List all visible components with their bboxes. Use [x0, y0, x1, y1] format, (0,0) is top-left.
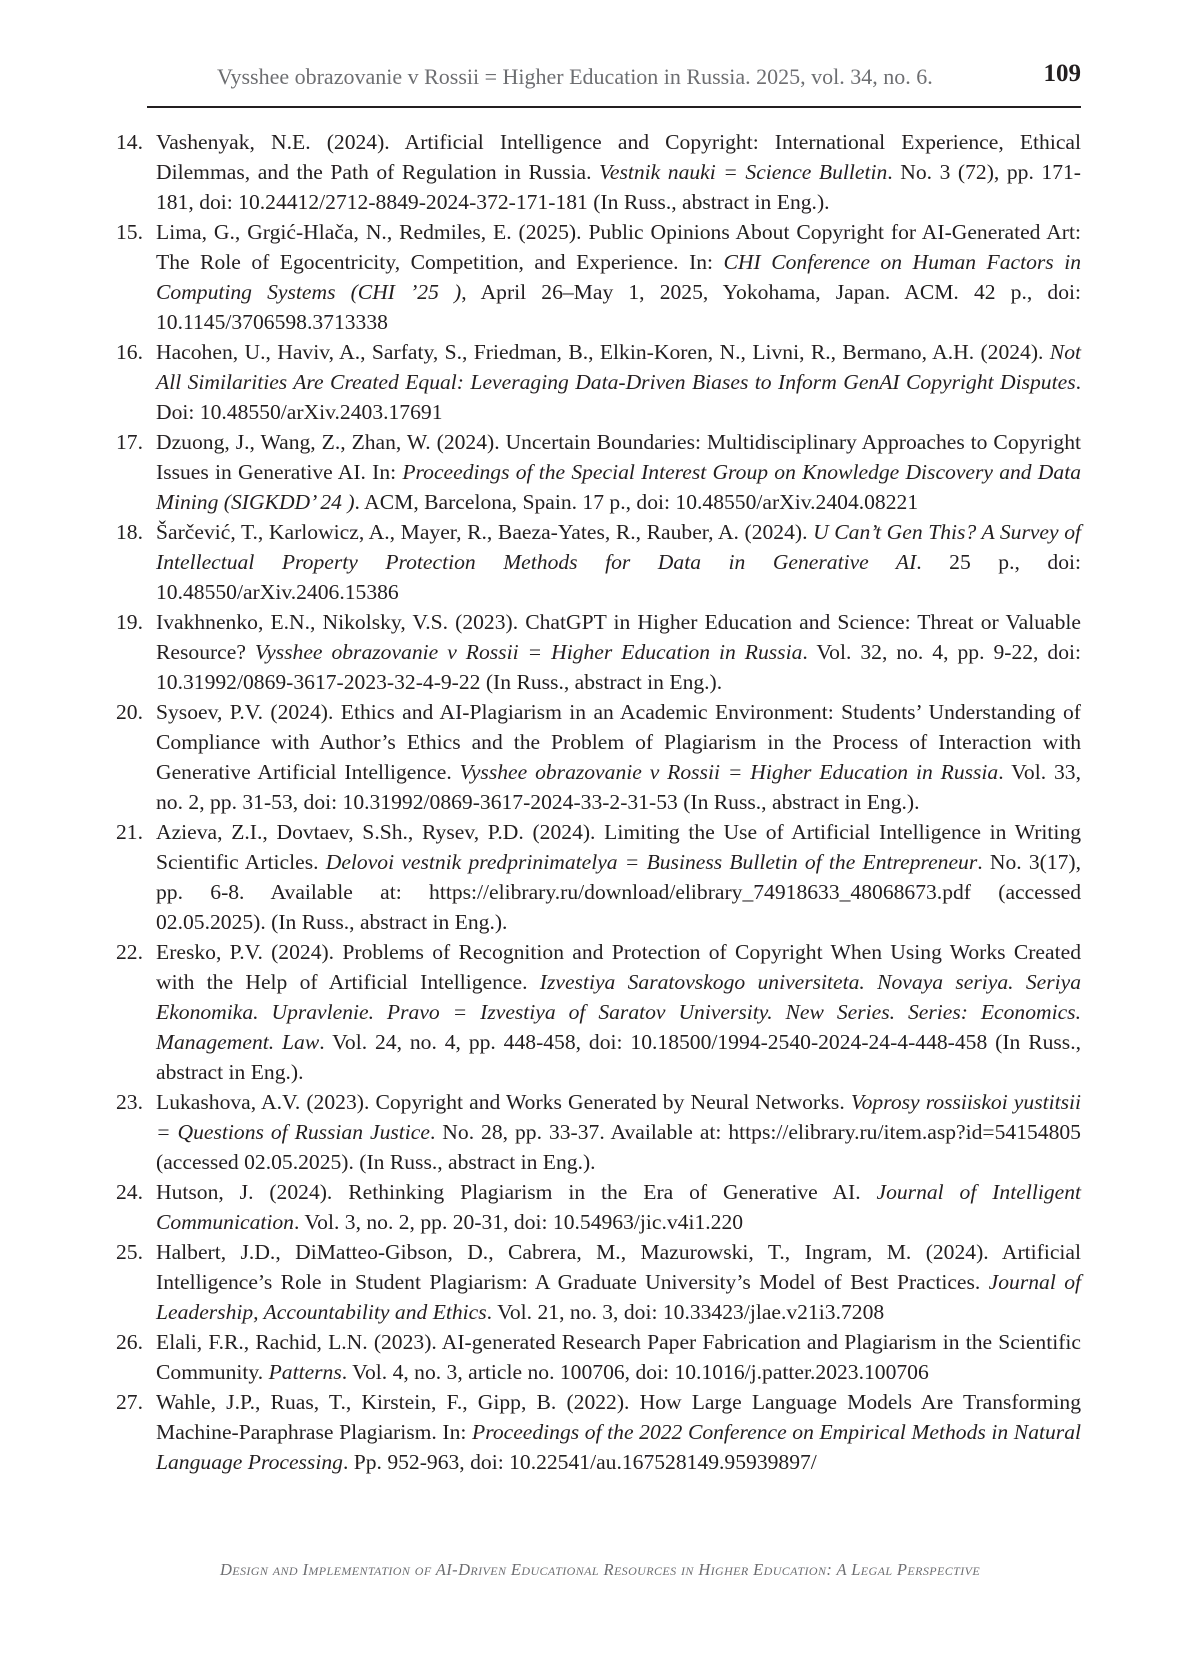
reference-item: [116, 427, 1081, 517]
reference-item: [116, 697, 1081, 817]
reference-source-title: Izvestiya Saratovskogo universiteta. Novaya seriya. Seriya Ekonomika. Upravlenie. Pravo = Izvestiya of Saratov University. New Series. Series: Economics. Management. Law: [156, 970, 1081, 1054]
reference-source-title: Journal of Intelligent Communication: [156, 1180, 1081, 1234]
reference-text: Azieva, Z.I., Dovtaev, S.Sh., Rysev, P.D. (2024). Limiting the Use of Artificial Intelligence in Writing Scientific Articles.: [156, 820, 1081, 874]
reference-item: [116, 127, 1081, 217]
reference-item: [116, 937, 1081, 1087]
reference-number: 22.: [116, 940, 143, 964]
reference-item: [116, 1087, 1081, 1177]
reference-number: 25.: [116, 1240, 143, 1264]
reference-item: [116, 517, 1081, 607]
reference-text: . Vol. 33, no. 2, pp. 31-53, doi: 10.31992/0869-3617-2024-33-2-31-53 (In Russ., abstract in Eng.).: [156, 760, 1081, 814]
reference-text: Sysoev, P.V. (2024). Ethics and AI-Plagiarism in an Academic Environment: Students’ Understanding of Compliance with Author’s Ethics and the Problem of Plagiarism in the Process of Interaction with Generative Artificial Intelligence.: [156, 700, 1081, 784]
reference-list: [116, 127, 1081, 1477]
reference-text: . Vol. 21, no. 3, doi: 10.33423/jlae.v21i3.7208: [486, 1300, 885, 1324]
reference-item: [116, 817, 1081, 937]
reference-text: . Pp. 952-963, doi: 10.22541/au.167528149.95939897/: [342, 1450, 817, 1474]
reference-number: 20.: [116, 700, 143, 724]
reference-number: 26.: [116, 1330, 143, 1354]
reference-source-title: Not All Similarities Are Created Equal: Leveraging Data-Driven Biases to Inform GenAI Copyright Disputes: [156, 340, 1081, 394]
reference-text: , April 26–May 1, 2025, Yokohama, Japan. ACM. 42 p., doi: 10.1145/3706598.3713338: [156, 280, 1082, 334]
reference-source-title: U Can’t Gen This? A Survey of Intellectual Property Protection Methods for Data in Generative AI: [156, 520, 1081, 574]
reference-item: [116, 607, 1081, 697]
page-number: 109: [1043, 60, 1081, 87]
reference-text: Hacohen, U., Haviv, A., Sarfaty, S., Friedman, B., Elkin-Koren, N., Livni, R., Bermano, A.H. (2024).: [156, 340, 1050, 364]
reference-source-title: Vysshee obrazovanie v Rossii = Higher Education in Russia: [459, 760, 999, 784]
reference-source-title: Proceedings of the 2022 Conference on Empirical Methods in Natural Language Processing: [156, 1420, 1081, 1474]
reference-number: 19.: [116, 610, 143, 634]
reference-text: . Vol. 24, no. 4, pp. 448-458, doi: 10.18500/1994-2540-2024-24-4-448-458 (In Russ., abstract in Eng.).: [156, 1030, 1081, 1084]
reference-text: . No. 3(17), pp. 6-8. Available at: https://elibrary.ru/download/elibrary_74918633_48068673.pdf (accessed 02.05.2025). (In Russ., abstract in Eng.).: [156, 850, 1082, 934]
reference-item: [116, 1387, 1081, 1477]
reference-text: Halbert, J.D., DiMatteo-Gibson, D., Cabrera, M., Mazurowski, T., Ingram, M. (2024). Artificial Intelligence’s Role in Student Plagiarism: A Graduate University’s Model of Best Practices.: [156, 1240, 1081, 1294]
reference-text: Dzuong, J., Wang, Z., Zhan, W. (2024). Uncertain Boundaries: Multidisciplinary Approaches to Copyright Issues in Generative AI. In:: [156, 430, 1081, 484]
reference-text: . Doi: 10.48550/arXiv.2403.17691: [156, 370, 1081, 424]
reference-number: 15.: [116, 220, 143, 244]
reference-text: . No. 3 (72), pp. 171-181, doi: 10.24412/2712-8849-2024-372-171-181 (In Russ., abstract in Eng.).: [156, 160, 1081, 214]
reference-number: 23.: [116, 1090, 143, 1114]
reference-number: 24.: [116, 1180, 143, 1204]
reference-number: 18.: [116, 520, 143, 544]
reference-source-title: Voprosy rossiiskoi yustitsii = Questions of Russian Justice: [156, 1090, 1081, 1144]
reference-number: 27.: [116, 1390, 143, 1414]
reference-text: Eresko, P.V. (2024). Problems of Recognition and Protection of Copyright When Using Works Created with the Help of Artificial Intelligence.: [156, 940, 1081, 994]
reference-source-title: CHI Conference on Human Factors in Computing Systems (CHI ’25 ): [156, 250, 1081, 304]
reference-source-title: Patterns: [268, 1360, 342, 1384]
reference-number: 17.: [116, 430, 143, 454]
reference-text: Ivakhnenko, E.N., Nikolsky, V.S. (2023). ChatGPT in Higher Education and Science: Threat or Valuable Resource?: [156, 610, 1081, 664]
reference-source-title: Proceedings of the Special Interest Group on Knowledge Discovery and Data Mining (SIGKDD’ 24 ): [156, 460, 1081, 514]
reference-text: . Vol. 3, no. 2, pp. 20-31, doi: 10.54963/jic.v4i1.220: [293, 1210, 744, 1234]
reference-text: Wahle, J.P., Ruas, T., Kirstein, F., Gipp, B. (2022). How Large Language Models Are Transforming Machine-Paraphrase Plagiarism. In:: [156, 1390, 1081, 1444]
reference-number: 14.: [116, 130, 143, 154]
reference-item: [116, 1237, 1081, 1327]
reference-item: [116, 1177, 1081, 1237]
reference-number: 21.: [116, 820, 143, 844]
running-footer-title: Design and Implementation of AI-Driven Educational Resources in Higher Education: A Legal Perspective: [219, 1560, 981, 1579]
reference-text: Šarčević, T., Karlowicz, A., Mayer, R., Baeza-Yates, R., Rauber, A. (2024).: [156, 520, 814, 544]
reference-text: Elali, F.R., Rachid, L.N. (2023). AI-generated Research Paper Fabrication and Plagiarism in the Scientific Community.: [156, 1330, 1081, 1384]
reference-source-title: Journal of Leadership, Accountability and Ethics: [156, 1270, 1081, 1324]
reference-text: . 25 p., doi: 10.48550/arXiv.2406.15386: [156, 550, 1082, 604]
reference-source-title: Delovoi vestnik predprinimatelya = Business Bulletin of the Entrepreneur: [325, 850, 978, 874]
journal-citation-line: Vysshee obrazovanie v Rossii = Higher Education in Russia. 2025, vol. 34, no. 6.: [217, 64, 933, 89]
reference-text: Vashenyak, N.E. (2024). Artificial Intelligence and Copyright: International Experience, Ethical Dilemmas, and the Path of Regulation in Russia.: [156, 130, 1081, 184]
reference-text: . Vol. 4, no. 3, article no. 100706, doi: 10.1016/j.patter.2023.100706: [341, 1360, 929, 1384]
reference-source-title: Vysshee obrazovanie v Rossii = Higher Education in Russia: [254, 640, 803, 664]
reference-number: 16.: [116, 340, 143, 364]
reference-text: Lima, G., Grgić-Hlača, N., Redmiles, E. (2025). Public Opinions About Copyright for AI-Generated Art: The Role of Egocentricity, Competition, and Experience. In:: [156, 220, 1081, 274]
reference-text: . No. 28, pp. 33-37. Available at: https://elibrary.ru/item.asp?id=54154805 (accessed 02.05.2025). (In Russ., abstract in Eng.).: [156, 1120, 1081, 1174]
reference-text: Hutson, J. (2024). Rethinking Plagiarism in the Era of Generative AI.: [156, 1180, 877, 1204]
reference-text: . ACM, Barcelona, Spain. 17 p., doi: 10.48550/arXiv.2404.08221: [354, 490, 919, 514]
running-head: [147, 58, 1081, 108]
reference-item: [116, 217, 1081, 337]
reference-text: . Vol. 32, no. 4, pp. 9-22, doi: 10.31992/0869-3617-2023-32-4-9-22 (In Russ., abstract in Eng.).: [156, 640, 1082, 694]
reference-item: [116, 337, 1081, 427]
reference-text: Lukashova, A.V. (2023). Copyright and Works Generated by Neural Networks.: [156, 1090, 851, 1114]
reference-source-title: Vestnik nauki = Science Bulletin: [599, 160, 888, 184]
reference-item: [116, 1327, 1081, 1387]
